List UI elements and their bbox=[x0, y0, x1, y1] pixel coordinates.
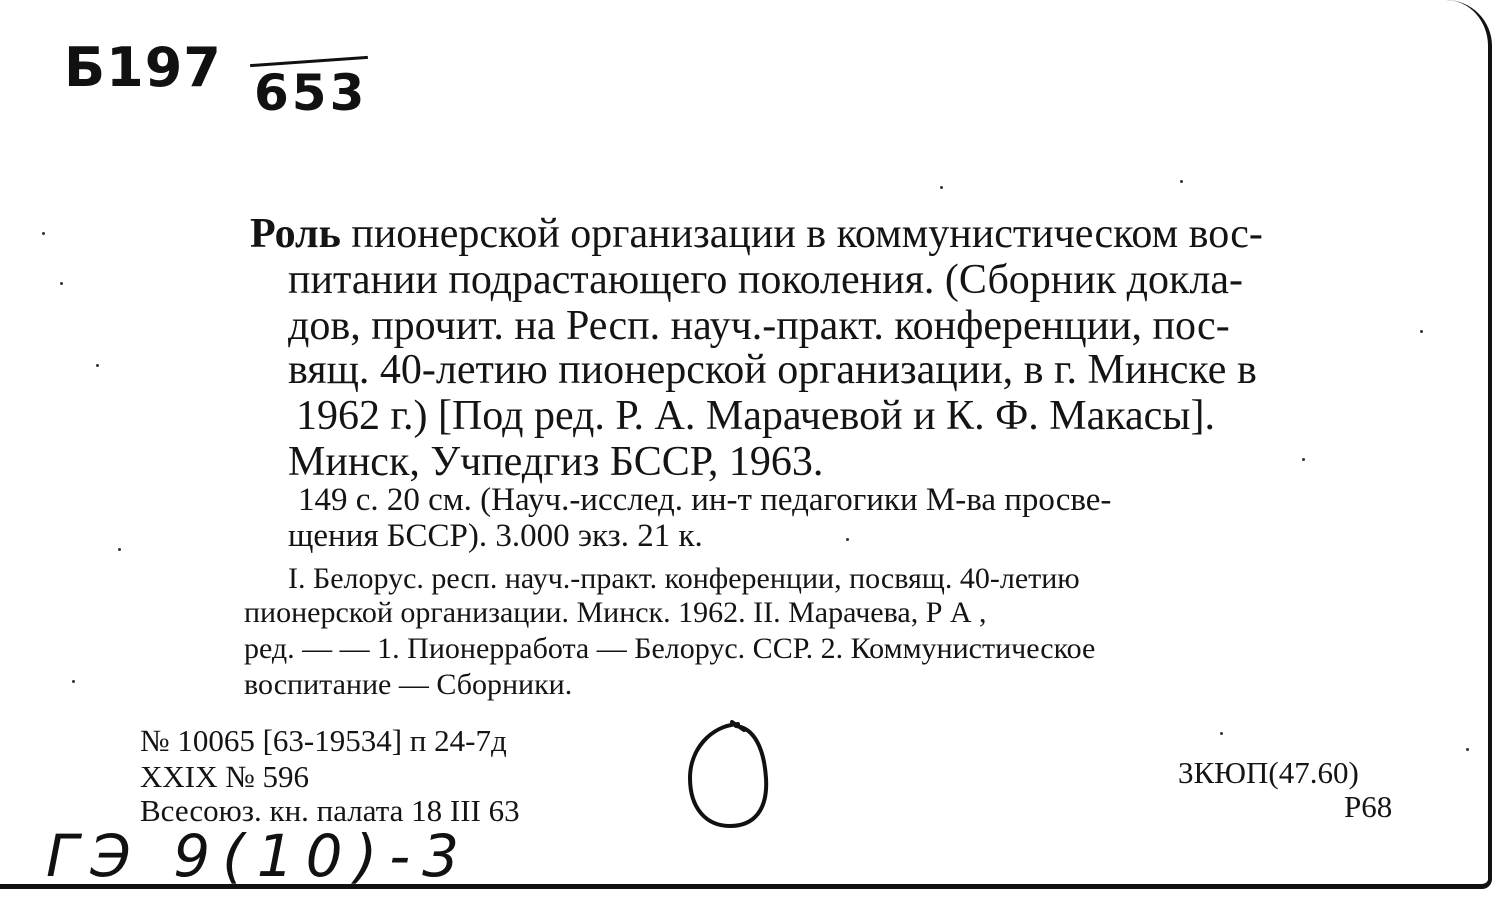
speck bbox=[1220, 732, 1223, 735]
speck bbox=[60, 282, 63, 285]
notes-line-2: пионерской организации. Минск. 1962. II. Марачева, Р А , bbox=[244, 596, 987, 629]
speck bbox=[96, 364, 99, 367]
speck bbox=[1180, 180, 1183, 183]
title-line-5: 1962 г.) [Под ред. Р. А. Марачевой и К. Ф. Макасы]. bbox=[296, 393, 1215, 439]
speck bbox=[1302, 458, 1305, 461]
title-line-6: Минск, Учпедгиз БССР, 1963. bbox=[288, 439, 824, 485]
speck bbox=[72, 680, 75, 683]
footer-left-line-3: Всесоюз. кн. палата 18 III 63 bbox=[140, 793, 520, 828]
handwritten-shelfmark: Б197 bbox=[64, 36, 222, 99]
title-lead: Роль bbox=[250, 211, 341, 257]
notes-line-3: ред. — — 1. Пионерработа — Белорус. ССР. 2. Коммунистическое bbox=[244, 632, 1096, 665]
speck bbox=[118, 548, 121, 551]
speck bbox=[846, 538, 849, 541]
speck bbox=[940, 186, 943, 189]
handwritten-call-number: ГЭ 9(10)-3 bbox=[46, 822, 472, 890]
title-text: пионерской организации в коммунистическом вос- bbox=[351, 211, 1263, 257]
title-line-2: питании подрастающего поколения. (Сборник докла- bbox=[288, 257, 1244, 303]
author-mark: Р68 bbox=[1344, 789, 1393, 824]
handwritten-number: 653 bbox=[254, 64, 368, 122]
collation-line-1: 149 с. 20 см. (Науч.-исслед. ин-т педагогики М-ва просве- bbox=[298, 482, 1112, 518]
speck bbox=[1420, 330, 1423, 333]
footer-left-line-1: № 10065 [63-19534] п 24-7д bbox=[140, 723, 507, 758]
classification-code: 3КЮП(47.60) bbox=[1178, 755, 1359, 790]
title-line-4: вящ. 40-летию пионерской организации, в г. Минске в bbox=[288, 347, 1257, 393]
title-line-3: дов, прочит. на Респ. науч.-практ. конференции, пос- bbox=[288, 303, 1230, 349]
title-line-1 bbox=[250, 210, 1263, 258]
notes-line-4: воспитание — Сборники. bbox=[244, 668, 573, 701]
collation-line-2: щения БССР). 3.000 экз. 21 к. bbox=[288, 518, 703, 554]
handwritten-circle-mark bbox=[680, 720, 774, 832]
footer-left-line-2: XXIX № 596 bbox=[140, 759, 310, 794]
speck bbox=[1466, 748, 1469, 751]
notes-line-1: I. Белорус. респ. науч.-практ. конференции, посвящ. 40-летию bbox=[288, 562, 1080, 595]
speck bbox=[42, 232, 45, 235]
